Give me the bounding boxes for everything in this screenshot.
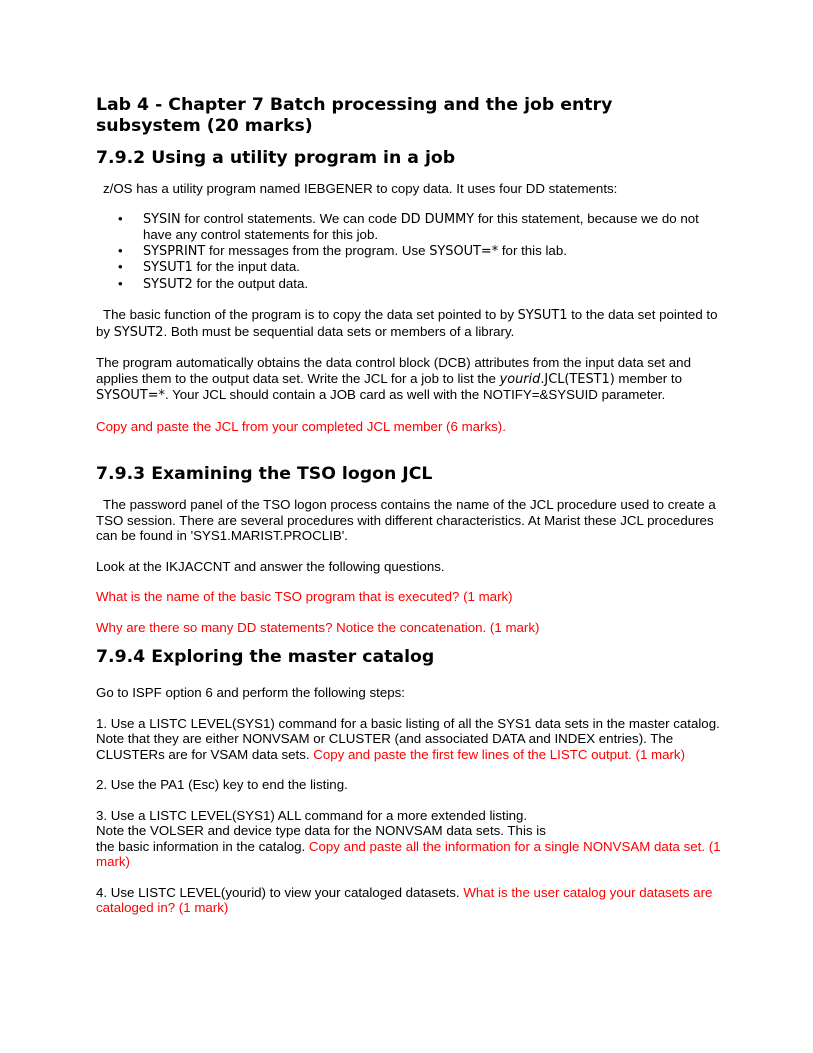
ikjaccnt-paragraph: Look at the IKJACCNT and answer the following questions. — [96, 558, 445, 574]
question-user-catalog: What is the user catalog your datasets are cataloged in? (1 mark) — [96, 884, 713, 915]
question-tso-program: What is the name of the basic TSO program that is executed? (1 mark) — [96, 589, 513, 604]
step-3: 3. Use a LISTC LEVEL(SYS1) ALL command for a more extended listing. Note the VOLSER and device type data for the NONVSAM data sets. This is the basic information in the catalog. Copy and paste all the information for a single NONVSAM data set. (1 mark) — [96, 807, 721, 869]
step-2: 2. Use the PA1 (Esc) key to end the listing. — [96, 777, 348, 792]
iebgener-intro: z/OS has a utility program named IEBGENER to copy data. It uses four DD statements: — [103, 181, 618, 196]
heading-7-9-2: 7.9.2 Using a utility program in a job — [96, 148, 456, 168]
list-item: • SYSUT2 for the output data. — [118, 275, 309, 292]
heading-7-9-3: 7.9.3 Examining the TSO logon JCL — [96, 464, 433, 484]
document-content — [96, 95, 722, 916]
question-dd-statements: Why are there so many DD statements? Notice the concatenation. (1 mark) — [96, 619, 540, 635]
list-item: • SYSUT1 for the input data. — [118, 259, 300, 275]
dd-statement-list — [96, 211, 722, 293]
heading-7-9-4: 7.9.4 Exploring the master catalog — [96, 647, 435, 667]
step-4: 4. Use LISTC LEVEL(yourid) to view your cataloged datasets. What is the user catalog your datasets are cataloged in? (1 mark) — [96, 884, 713, 915]
question-listc-output: Copy and paste the first few lines of the LISTC output. (1 mark) — [313, 746, 686, 762]
list-item: • SYSIN for control statements. We can code DD DUMMY for this statement, because we do not have any control statements for this job. — [118, 210, 699, 242]
bullet-icon: • — [118, 242, 123, 258]
step-1: 1. Use a LISTC LEVEL(SYS1) command for a basic listing of all the SYS1 data sets in the master catalog. Note that they are either NONVSAM or CLUSTER (and associated DATA and INDEX entries). The CLUSTERs are for VSAM data sets. Copy and paste the first few lines of the LISTC output. (1 mark) — [96, 715, 720, 762]
iebgener-function-paragraph: The basic function of the program is to copy the data set pointed to by SYSUT1 to the data set pointed to by SYSUT2. Both must be sequential data sets or members of a library. — [96, 307, 718, 340]
question-nonvsam-info: Copy and paste all the information for a single NONVSAM data set. (1 mark) — [96, 838, 721, 869]
bullet-icon: • — [118, 259, 123, 274]
document-title: Lab 4 - Chapter 7 Batch processing and the job entry subsystem (20 marks) — [96, 95, 613, 136]
list-item: • SYSPRINT for messages from the program. Use SYSOUT=* for this lab. — [118, 242, 567, 259]
tso-logon-paragraph: The password panel of the TSO logon process contains the name of the JCL procedure used to create a TSO session. There are several procedures with different characteristics. At Marist these JCL procedures can be found in 'SYS1.MARIST.PROCLIB'. — [96, 497, 716, 543]
dcb-paragraph: The program automatically obtains the data control block (DCB) attributes from the input data set and applies them to the output data set. Write the JCL for a job to list the yourid.JCL(TEST1) member to SYSOUT=*. Your JCL should contain a JOB card as well with the NOTIFY=&SYSUID parameter. — [96, 355, 691, 403]
bullet-icon: • — [118, 275, 123, 291]
bullet-icon: • — [118, 210, 123, 226]
ispf-option-paragraph: Go to ISPF option 6 and perform the following steps: — [96, 685, 405, 700]
question-jcl: Copy and paste the JCL from your completed JCL member (6 marks). — [96, 418, 506, 434]
